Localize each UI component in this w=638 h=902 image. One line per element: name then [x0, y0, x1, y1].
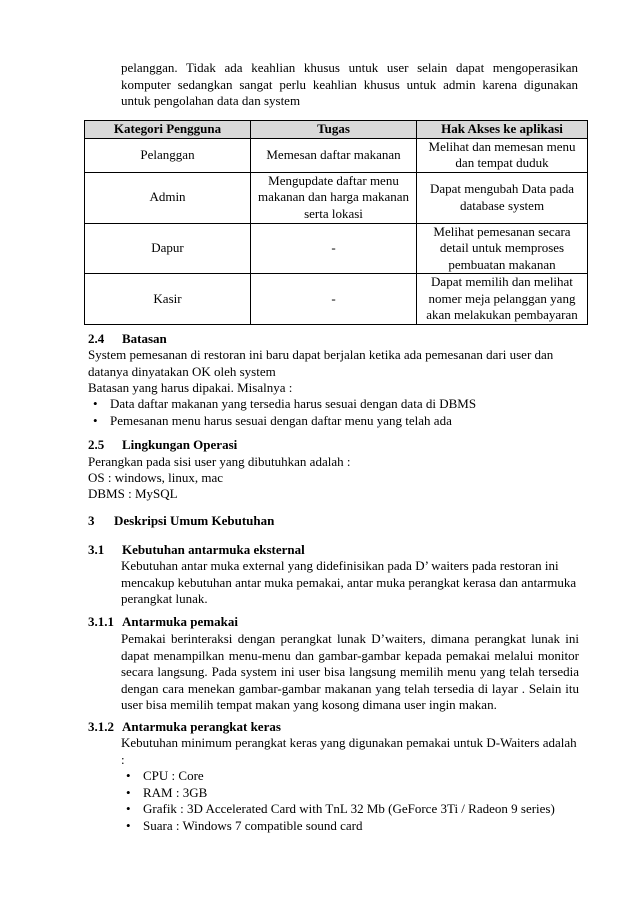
operasi-line-3: DBMS : MySQL — [88, 486, 178, 501]
table-cell: - — [251, 274, 417, 325]
table-cell: Dapat memilih dan melihat nomer meja pelanggan yang akan melakukan pembayaran — [417, 274, 588, 325]
table-cell: Dapat mengubah Data pada database system — [417, 172, 588, 223]
list-item: • Suara : Windows 7 compatible sound card — [126, 817, 363, 833]
perangkat-keras-paragraph: Kebutuhan minimum perangkat keras yang digunakan pemakai untuk D-Waiters adalah : — [121, 735, 577, 767]
list-item: • CPU : Core — [126, 768, 204, 783]
table-cell: Admin — [85, 172, 251, 223]
table-cell: Melihat dan memesan menu dan tempat duduk — [417, 138, 588, 172]
table-cell: Melihat pemesanan secara detail untuk memproses pembuatan makanan — [417, 223, 588, 274]
operasi-line-1: Perangkan pada sisi user yang dibutuhkan adalah : — [88, 454, 351, 469]
table-cell: Mengupdate daftar menu makanan dan harga makanan serta lokasi — [251, 172, 417, 223]
section-heading-3-1-1 — [88, 614, 238, 631]
section-title: Kebutuhan antarmuka eksternal — [122, 542, 305, 557]
antarmuka-eksternal-paragraph: Kebutuhan antar muka external yang didefinisikan pada D’ waiters pada restoran ini mencakup kebutuhan antar muka pemakai, antar muka perangkat kerasa dan antarmuka perangkat lunak. — [121, 558, 577, 606]
batasan-bullet-list — [88, 396, 578, 429]
section-title: Antarmuka perangkat keras — [122, 719, 281, 734]
section-number: 3.1.2 — [88, 719, 114, 734]
section-heading-3-1-2 — [88, 719, 281, 736]
section-heading-3 — [88, 513, 274, 530]
header-tugas: Tugas — [251, 121, 417, 139]
list-item: • Data daftar makanan yang tersedia harus sesuai dengan data di DBMS — [93, 396, 477, 411]
batasan-intro-line: Batasan yang harus dipakai. Misalnya : — [88, 380, 293, 395]
hardware-bullet-list — [121, 768, 579, 834]
table-row — [85, 172, 588, 223]
list-item: • RAM : 3GB — [126, 784, 208, 800]
section-number: 2.5 — [88, 437, 105, 452]
table-cell: Kasir — [85, 274, 251, 325]
intro-paragraph: pelanggan. Tidak ada keahlian khusus untuk user selain dapat mengoperasikan komputer sedangkan sangat perlu keahlian khusus untuk admin karena digunakan untuk pengolahan data dan system — [121, 60, 578, 108]
section-heading-3-1 — [88, 542, 305, 559]
list-item: • Pemesanan menu harus sesuai dengan daftar menu yang telah ada — [93, 412, 452, 428]
antarmuka-pemakai-paragraph: Pemakai berinteraksi dengan perangkat lunak D’waiters, dimana perangkat lunak ini dapat menampilkan menu-menu dan gambar-gambar kepada pemakai melalui monitor secara langsung. Pada system ini user bisa langsung memilih menu yang telah tersedia dengan cara menekan gambar-gambar makanan yang telah tersedia di layar . Selain itu user bisa memilih tempat makan yang kosong dimana user ingin makan. — [121, 631, 579, 712]
section-number: 3 — [88, 513, 95, 528]
section-title: Antarmuka pemakai — [122, 614, 238, 629]
section-number: 2.4 — [88, 331, 105, 346]
section-heading-2-4 — [88, 331, 167, 348]
section-title: Batasan — [122, 331, 167, 346]
table-row — [85, 223, 588, 274]
header-hak-akses: Hak Akses ke aplikasi — [417, 121, 588, 139]
user-category-table — [84, 120, 588, 325]
section-number: 3.1.1 — [88, 614, 114, 629]
table-cell: Dapur — [85, 223, 251, 274]
section-heading-2-5 — [88, 437, 237, 454]
operasi-line-2: OS : windows, linux, mac — [88, 470, 224, 485]
table-header-row — [85, 121, 588, 139]
table-row — [85, 138, 588, 172]
section-number: 3.1 — [88, 542, 105, 557]
list-item: • Grafik : 3D Accelerated Card with TnL 32 Mb (GeForce 3Ti / Radeon 9 series) — [126, 801, 555, 816]
header-kategori: Kategori Pengguna — [85, 121, 251, 139]
section-title: Deskripsi Umum Kebutuhan — [114, 513, 275, 528]
table-cell: Memesan daftar makanan — [251, 138, 417, 172]
batasan-paragraph: System pemesanan di restoran ini baru dapat berjalan ketika ada pemesanan dari user dan datanya dinyatakan OK oleh system — [88, 347, 554, 379]
table-row — [85, 274, 588, 325]
table-cell: Pelanggan — [85, 138, 251, 172]
section-title: Lingkungan Operasi — [122, 437, 238, 452]
table-cell: - — [251, 223, 417, 274]
